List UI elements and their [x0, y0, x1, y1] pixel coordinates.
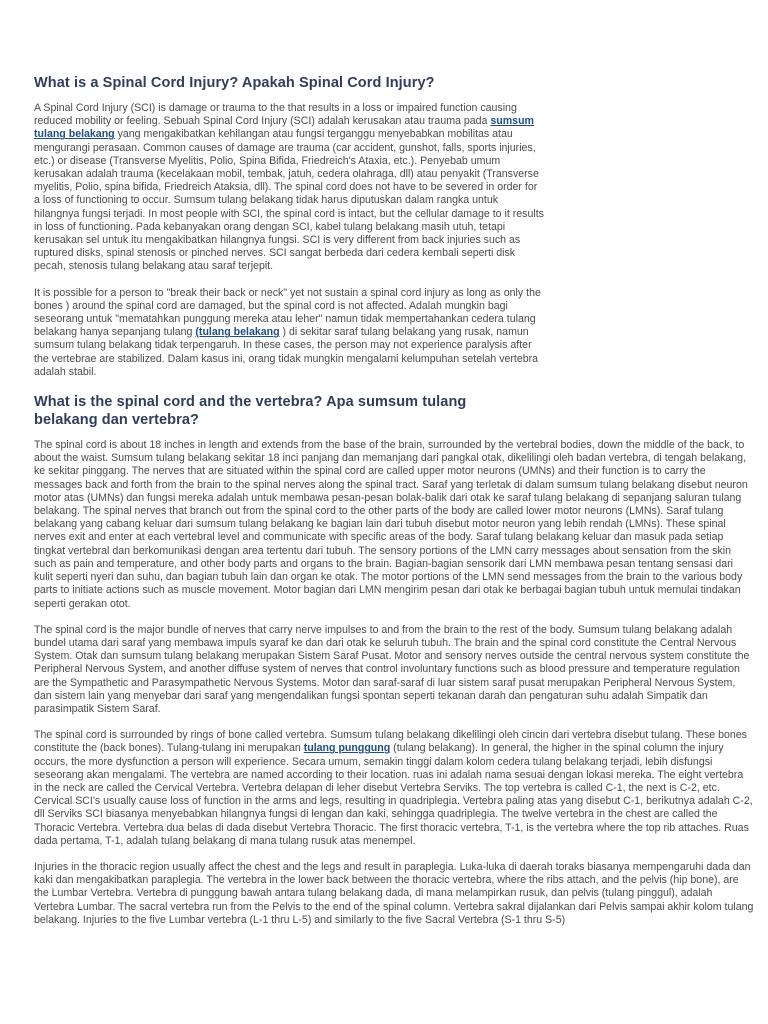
paragraph-spinal-cord-length: The spinal cord is about 18 inches in length and extends from the base of the brain, surrounded by the vertebral bodies, down the middle of the back, to about the waist. Sumsum tulang belakang sekitar 18 inci panjang dan memanjang dari pangkal otak, dikelilingi oleh badan vertebra, di tengah belakang, ke sekitar pinggang. The nerves that are situated within the spinal cord are called upper motor neurons (UMNs) and their function is to carry the messages back and forth from the brain to the spinal nerves along the spinal tract. Saraf yang terletak di dalam sumsum tulang belakang disebut neuron motor atas (UMNs) dan fungsi mereka adalah untuk membawa pesan-pesan bolak-balik dari otak ke saraf tulang belakang di sepanjang saluran tulang belakang. The spinal nerves that branch out from the spinal cord to the other parts of the body are called lower motor neurons (LMNs). Saraf tulang belakang yang cabang keluar dari sumsum tulang belakang ke bagian lain dari tubuh disebut motor neuron yang lebih rendah (LMNs). These spinal nerves exit and enter at each vertebral level and communicate with specific areas of the body. Saraf tulang belakang keluar dan masuk pada setiap tingkat vertebral dan berkomunikasi dengan area tertentu dari tubuh. The sensory portions of the LMN carry messages about sensation from the skin such as pain and temperature, and other body parts and organs to the brain. Bagian-bagian sensorik dari LMN membawa pesan tentang sensasi dari kulit seperti nyeri dan suhu, dan bagian tubuh lain dan organ ke otak. The motor portions of the LMN send messages from the brain to the various body parts to initiate actions such as muscle movement. Motor bagian dari LMN mengirim pesan dari otak ke berbagai bagian tubuh untuk memulai tindakan seperti gerakan otot.: [34, 439, 748, 610]
link-tulang-belakang[interactable]: (tulang belakang: [195, 326, 280, 339]
paragraph-vertebra-rings: [34, 729, 754, 848]
paragraph-sci-definition: [34, 102, 544, 274]
link-sumsum-tulang-belakang[interactable]: sumsum tulang belakang: [34, 115, 534, 141]
link-tulang-punggung[interactable]: tulang punggung: [303, 742, 391, 755]
paragraph-text: It is possible for a person to "break their back or neck" yet not sustain a spinal cord injury as long as only the bones ) around the spinal cord are damaged, but the spinal cord is not affected. Adalah mungkin bagi seseorang untuk "mematahkan punggung mereka atau leher" namun tidak mempertahankan cedera tulang belakang hanya sepanjang tulang: [34, 286, 541, 339]
paragraph-text: A Spinal Cord Injury (SCI) is damage or trauma to the that results in a loss or impaired function causing reduced mobility or feeling. Sebuah Spinal Cord Injury (SCI) adalah kerusakan atau trauma pada: [34, 102, 517, 128]
paragraph-break-back: [34, 287, 544, 379]
paragraph-text: The spinal cord is surrounded by rings of bone called vertebra. Sumsum tulang belakang dikelilingi oleh cincin dari vertebra disebut tulang. These bones constitute the (back bones). Tulang-tulang ini merupakan: [34, 729, 747, 755]
paragraph-text: (tulang belakang). In general, the higher in the spinal column the injury occurs, the more dysfunction a person will experience. Secara umum, semakin tinggi dalam kolom cedera tulang belakang terjadi, lebih disfungsi seseorang akan mengalami. The vertebra are named according to their location. ruas ini adalah nama sesuai dengan lokasi mereka. The eight vertebra in the neck are called the Cervical Vertebra. Vertebra delapan di leher disebut Vertebra Serviks. The top vertebra is called C-1, the next is C-2, etc. Cervical SCI's usually cause loss of function in the arms and legs, resulting in quadriplegia. Vertebra paling atas yang disebut C-1, berikutnya adalah C-2, dll Serviks SCI biasanya menyebabkan hilangnya fungsi di lengan dan kaki, sehingga quadriplegia. The twelve vertebra in the chest are called the Thoracic Vertebra. Vertebra dua belas di dada disebut Vertebra Thoracic. The first thoracic vertebra, T-1, is the vertebra where the top rib attaches. Ruas dada pertama, T-1, adalah tulang belakang di mana tulang rusuk atas menempel.: [34, 742, 753, 847]
paragraph-nerve-bundle: The spinal cord is the major bundle of nerves that carry nerve impulses to and from the brain to the rest of the body. Sumsum tulang belakang adalah bundel utama dari saraf yang membawa impuls syaraf ke dan dari otak ke seluruh tubuh. The brain and the spinal cord constitute the Central Nervous System. Otak dan sumsum tulang belakang merupakan Sistem Saraf Pusat. Motor and sensory nerves outside the central nervous system constitute the Peripheral Nervous System, and another diffuse system of nerves that control involuntary functions such as blood pressure and temperature regulation are the Sympathetic and Parasympathetic Nervous Systems. Motor dan saraf-saraf di luar sistem saraf pusat merupakan Peripheral Nervous System, dan sistem lain yang menyebar dari saraf yang mengendalikan fungsi spontan seperti tekanan darah dan pengaturan suhu adalah Simpatik dan parasimpatik Sistem Saraf.: [34, 623, 750, 715]
article: [34, 60, 754, 940]
section-heading-spinal-cord-vertebra: What is the spinal cord and the vertebra? Apa sumsum tulang belakang dan vertebra?: [34, 394, 467, 429]
paragraph-text: yang mengakibatkan kehilangan atau fungsi terganggu menyebabkan mobilitas atau mengurangi perasaan. Common causes of damage are trauma (car accident, gunshot, falls, sports injuries, etc.) or disease (Transverse Myelitis, Polio, Spina Bifida, Friedreich's Ataxia, etc.). Penyebab umum kerusakan adalah trauma (kecelakaan mobil, tembak, jatuh, cedera olahraga, dll) atau penyakit (Transverse myelitis, Polio, spina bifida, Friedreich Ataksia, dll). The spinal cord does not have to be severed in order for a loss of functioning to occur. Sumsum tulang belakang tidak harus diputuskan dalam rangka untuk hilangnya fungsi terjadi. In most people with SCI, the spinal cord is intact, but the cellular damage to it results in loss of functioning. Pada kebanyakan orang dengan SCI, kabel tulang belakang masih utuh, tetapi kerusakan sel untuk itu mengakibatkan hilangnya fungsi. SCI is very different from back injuries such as ruptured disks, spinal stenosis or pinched nerves. SCI sangat berbeda dari cedera kembali seperti disk pecah, stenosis tulang belakang atau saraf terjepit.: [34, 128, 544, 273]
paragraph-thoracic-injuries: Injuries in the thoracic region usually affect the chest and the legs and result in paraplegia. Luka-luka di daerah toraks biasanya mempengaruhi dada dan kaki dan mengakibatkan paraplegia. The vertebra in the lower back between the thoracic vertebra, where the ribs attach, and the pelvis (hip bone), are the Lumbar Vertebra. Vertebra di punggung bawah antara tulang belakang dada, di mana melampirkan rusuk, dan pelvis (tulang pinggul), adalah Vertebra Lumbar. The sacral vertebra run from the Pelvis to the end of the spinal column. Vertebra sakral dijalankan dari Pelvis sampai akhir kolom tulang belakang. Injuries to the five Lumbar vertebra (L-1 thru L-5) and similarly to the five Sacral Vertebra (S-1 thru S-5): [34, 860, 754, 926]
section-heading-what-is-sci: What is a Spinal Cord Injury? Apakah Spinal Cord Injury?: [34, 75, 435, 91]
paragraph-text: ) di sekitar saraf tulang belakang yang rusak, namun sumsum tulang belakang tidak terpengaruh. In these cases, the person may not experience paralysis after the vertebrae are stabilized. Dalam kasus ini, orang tidak mungkin mengalami kelumpuhan setelah vertebra adalah stabil.: [34, 326, 539, 378]
